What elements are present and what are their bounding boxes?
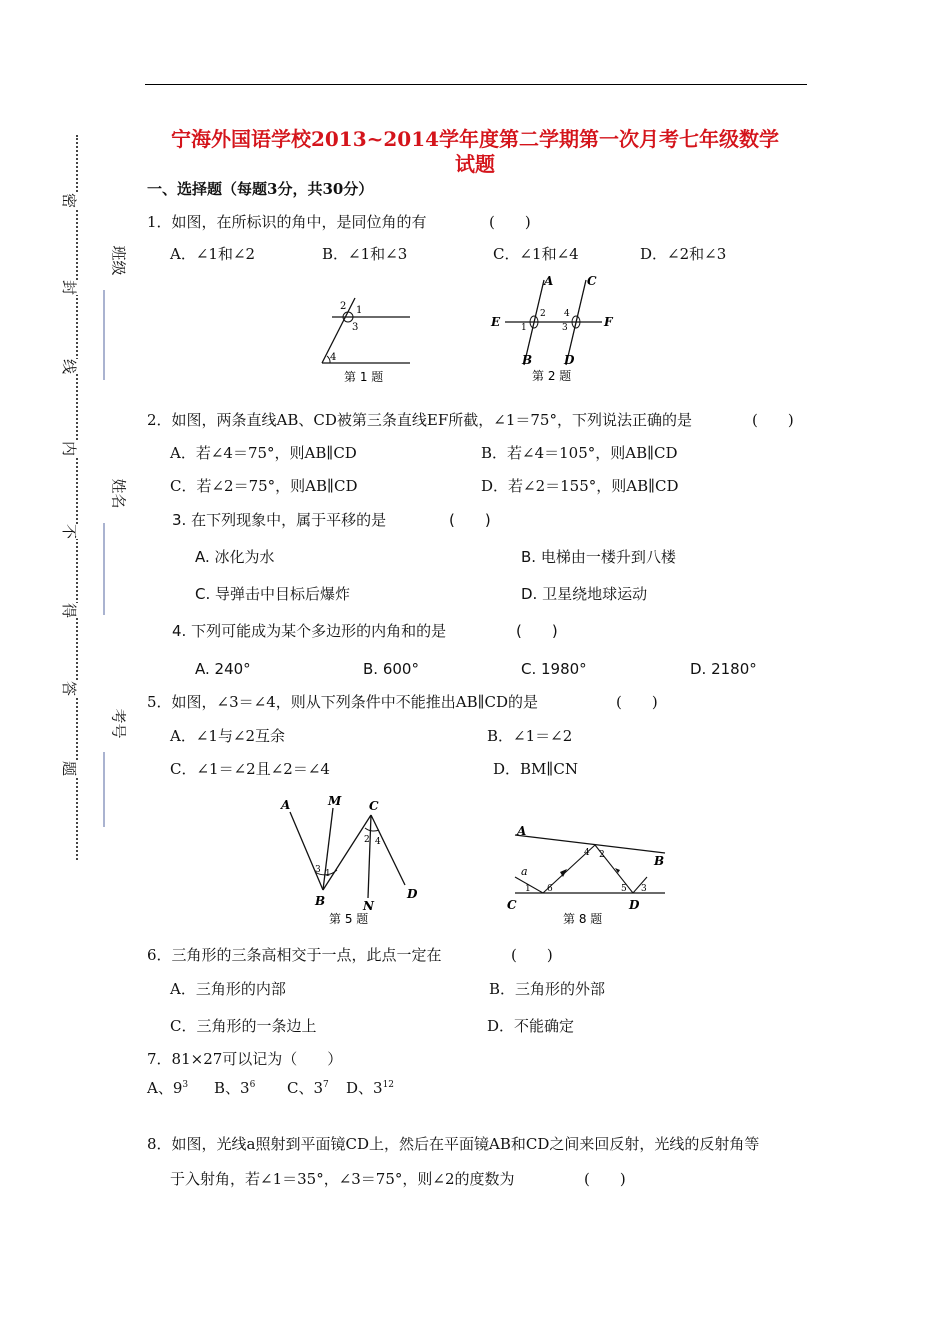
fig5-label: 2: [364, 835, 370, 845]
fig2-label: E: [491, 315, 501, 329]
question-6-option-c[interactable]: C．三角形的一条边上: [170, 1017, 317, 1035]
question-8-answer[interactable]: ( ): [584, 1170, 626, 1188]
fig8-label: D: [629, 898, 640, 912]
question-5-option-a[interactable]: A．∠1与∠2互余: [170, 727, 286, 745]
question-7-option-d[interactable]: D、$3^{12}$: [346, 1079, 395, 1097]
seal-char: 不: [60, 523, 79, 540]
fig2-label: F: [604, 315, 613, 329]
question-7-option-a[interactable]: A、$9^3$: [147, 1079, 189, 1097]
fig8-label: a: [521, 865, 528, 878]
question-3-option-c[interactable]: C. 导弹击中目标后爆炸: [195, 585, 351, 603]
question-5-answer[interactable]: ( ): [616, 693, 658, 711]
fig2-label: B: [522, 353, 533, 367]
fig2-label: 1: [521, 323, 527, 333]
question-8-stem: 8．如图，光线a照射到平面镜CD上，然后在平面镜AB和CD之间来回反射，光线的反射角等: [147, 1135, 760, 1153]
figure-1: [310, 290, 420, 390]
question-5-option-d[interactable]: D．BM∥CN: [493, 760, 578, 778]
section-heading: 一、选择题（每题3分，共30分）: [147, 180, 374, 198]
fig2-caption: 第 2 题: [532, 369, 572, 383]
fig1-label: 4: [330, 352, 337, 363]
figure-5: [275, 790, 435, 930]
exam-number-blank[interactable]: [103, 752, 105, 827]
fig5-label: N: [363, 899, 374, 913]
page-title-line2: 试题: [455, 152, 495, 176]
seal-char: 得: [60, 602, 79, 619]
seal-char: 封: [60, 279, 79, 296]
fig5-label: B: [315, 894, 326, 908]
question-2-option-c[interactable]: C．若∠2＝75°，则AB∥CD: [170, 477, 358, 495]
seal-char: 线: [60, 358, 79, 375]
question-1-option-d[interactable]: D．∠2和∠3: [640, 245, 727, 263]
question-4-option-b[interactable]: B. 600°: [363, 660, 419, 678]
fig5-label: 1: [325, 869, 331, 879]
fig8-caption: 第 8 题: [563, 912, 603, 926]
question-3-stem: 3. 在下列现象中，属于平移的是: [172, 511, 387, 529]
question-5-option-b[interactable]: B．∠1＝∠2: [487, 727, 573, 745]
fig8-label: C: [507, 898, 517, 912]
question-1-stem: 1．如图，在所标识的角中，是同位角的有: [147, 213, 427, 231]
figure-8: [505, 815, 680, 930]
fig5-caption: 第 5 题: [329, 912, 369, 926]
question-2-option-a[interactable]: A．若∠4＝75°，则AB∥CD: [170, 444, 357, 462]
fig1-label: 3: [352, 322, 359, 333]
fig2-label: A: [544, 274, 554, 288]
question-2-option-d[interactable]: D．若∠2＝155°，则AB∥CD: [481, 477, 679, 495]
question-1-answer[interactable]: ( ): [489, 213, 531, 231]
page-title: 宁海外国语学校2013~2014学年度第二学期第一次月考七年级数学: [170, 127, 780, 151]
question-3-option-a[interactable]: A. 冰化为水: [195, 548, 275, 566]
fig1-label: 2: [340, 301, 347, 312]
question-6-answer[interactable]: ( ): [511, 946, 553, 964]
fig2-label: D: [564, 353, 575, 367]
class-label: 班级: [109, 245, 128, 276]
fig5-label: C: [369, 799, 379, 813]
seal-char: 密: [60, 192, 79, 209]
question-7-option-c[interactable]: C、$3^7$: [287, 1079, 329, 1097]
question-4-option-c[interactable]: C. 1980°: [521, 660, 587, 678]
question-8-stem-line2: 于入射角，若∠1＝35°，∠3＝75°，则∠2的度数为: [170, 1170, 515, 1188]
name-blank[interactable]: [103, 523, 105, 615]
header-rule: [145, 84, 807, 85]
question-1-option-c[interactable]: C．∠1和∠4: [493, 245, 579, 263]
question-5-option-c[interactable]: C．∠1＝∠2且∠2＝∠4: [170, 760, 330, 778]
seal-char: 内: [60, 440, 79, 457]
class-blank[interactable]: [103, 290, 105, 380]
figure-2: [488, 272, 628, 387]
question-6-option-b[interactable]: B．三角形的外部: [489, 980, 606, 998]
question-2-answer[interactable]: ( ): [752, 411, 794, 429]
fig8-label: 3: [641, 884, 647, 894]
question-4-option-d[interactable]: D. 2180°: [690, 660, 757, 678]
fig8-label: B: [654, 854, 665, 868]
fig1-label: 1: [356, 305, 363, 316]
fig5-label: A: [281, 798, 291, 812]
question-4-stem: 4. 下列可能成为某个多边形的内角和的是: [172, 622, 447, 640]
fig8-label: 6: [547, 884, 553, 894]
question-7-option-b[interactable]: B、$3^6$: [214, 1079, 256, 1097]
name-label: 姓名: [109, 478, 128, 509]
question-2-option-b[interactable]: B．若∠4＝105°，则AB∥CD: [481, 444, 678, 462]
fig8-label: 1: [525, 884, 531, 894]
question-2-stem: 2．如图，两条直线AB、CD被第三条直线EF所截，∠1＝75°，下列说法正确的是: [147, 411, 692, 429]
fig8-label: A: [517, 824, 527, 838]
question-4-answer[interactable]: ( ): [516, 622, 558, 640]
fig8-label: 2: [599, 850, 605, 860]
fig2-label: 4: [564, 309, 570, 319]
fig5-label: 3: [315, 865, 321, 875]
question-5-stem: 5．如图，∠3＝∠4，则从下列条件中不能推出AB∥CD的是: [147, 693, 539, 711]
question-3-option-d[interactable]: D. 卫星绕地球运动: [521, 585, 648, 603]
seal-char: 答: [60, 680, 79, 697]
question-6-option-a[interactable]: A．三角形的内部: [170, 980, 286, 998]
fig5-label: D: [407, 887, 418, 901]
fig2-label: 2: [540, 309, 546, 319]
seal-char: 题: [60, 760, 79, 777]
question-1-option-a[interactable]: A．∠1和∠2: [170, 245, 256, 263]
question-1-option-b[interactable]: B．∠1和∠3: [322, 245, 408, 263]
question-6-stem: 6．三角形的三条高相交于一点，此点一定在: [147, 946, 442, 964]
fig2-label: 3: [562, 323, 568, 333]
question-6-option-d[interactable]: D．不能确定: [487, 1017, 575, 1035]
fig5-label: 4: [375, 837, 381, 847]
seal-dotted-line: [76, 135, 78, 860]
question-3-answer[interactable]: ( ): [449, 511, 491, 529]
question-3-option-b[interactable]: B. 电梯由一楼升到八楼: [521, 548, 676, 566]
fig1-caption: 第 1 题: [344, 370, 384, 384]
exam-number-label: 考号: [109, 708, 128, 739]
question-4-option-a[interactable]: A. 240°: [195, 660, 251, 678]
fig8-label: 5: [621, 884, 627, 894]
fig2-label: C: [587, 274, 597, 288]
fig8-label: 4: [584, 848, 590, 858]
fig5-label: M: [328, 794, 342, 808]
question-7-stem: 7．81×27可以记为（ ）: [147, 1050, 343, 1068]
